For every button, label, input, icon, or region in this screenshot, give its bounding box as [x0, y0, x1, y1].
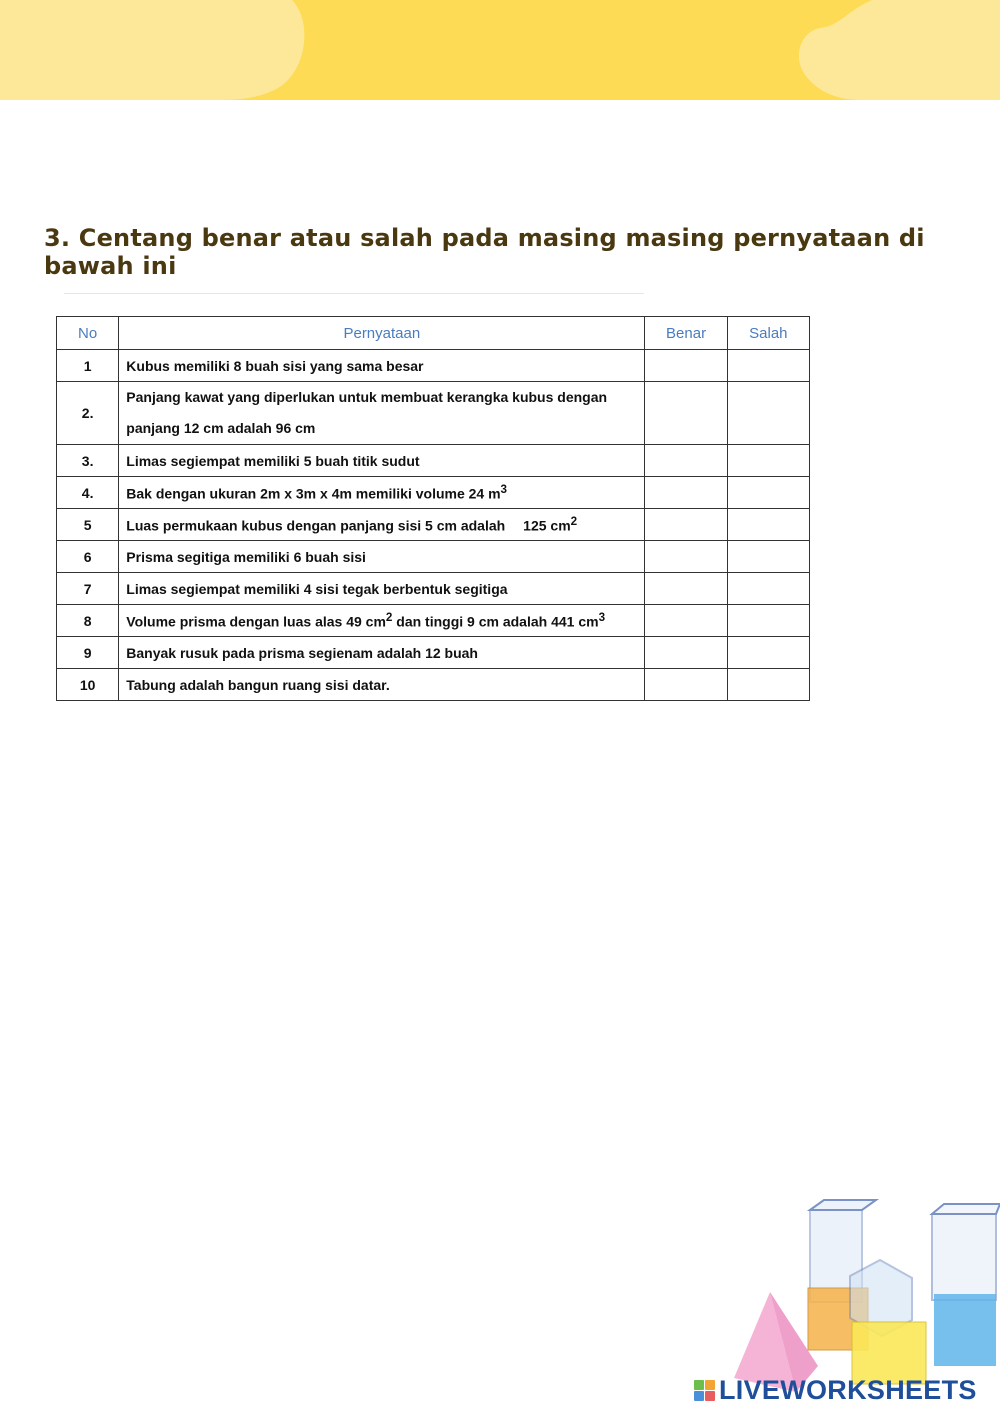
superscript: 3 — [500, 483, 508, 497]
grid-tile-red — [705, 1391, 715, 1401]
table-row — [57, 573, 810, 605]
header-true: Benar — [645, 317, 727, 350]
blue-cube — [934, 1294, 996, 1366]
table-header-row — [57, 317, 810, 350]
table-row — [57, 541, 810, 573]
header-false: Salah — [727, 317, 809, 350]
grid-tile-orange — [705, 1380, 715, 1390]
glass-cube — [932, 1214, 996, 1300]
statement-text: Banyak rusuk pada prisma segienam adalah 12 buah — [119, 637, 645, 669]
row-number: 3. — [57, 445, 119, 477]
true-checkbox-cell[interactable] — [645, 382, 727, 445]
row-number: 8 — [57, 605, 119, 637]
liveworksheets-grid-icon — [694, 1380, 715, 1401]
grid-tile-blue — [694, 1391, 704, 1401]
banner-cloud-left — [0, 0, 304, 100]
statement-part-2: dan tinggi 9 cm adalah 441 cm — [392, 613, 599, 630]
true-checkbox-cell[interactable] — [645, 605, 727, 637]
header-statement: Pernyataan — [119, 317, 645, 350]
logo-text: LIVEWORKSHEETS — [719, 1374, 977, 1405]
top-banner — [0, 0, 1000, 100]
statement-text — [119, 605, 645, 637]
statement-text: Limas segiempat memiliki 4 sisi tegak berbentuk segitiga — [119, 573, 645, 605]
false-checkbox-cell[interactable] — [727, 605, 809, 637]
statement-part-1: Volume prisma dengan luas alas 49 cm — [126, 613, 386, 630]
glass-cube-top — [932, 1204, 1000, 1214]
true-checkbox-cell[interactable] — [645, 669, 727, 701]
statement-body: Bak dengan ukuran 2m x 3m x 4m memiliki volume 24 m — [126, 485, 501, 502]
statement-text: Kubus memiliki 8 buah sisi yang sama besar — [119, 350, 645, 382]
row-number: 7 — [57, 573, 119, 605]
false-checkbox-cell[interactable] — [727, 637, 809, 669]
row-number: 4. — [57, 477, 119, 509]
header-no: No — [57, 317, 119, 350]
superscript: 2 — [385, 611, 393, 625]
table-row — [57, 477, 810, 509]
false-checkbox-cell[interactable] — [727, 669, 809, 701]
statement-text: Limas segiempat memiliki 5 buah titik sudut — [119, 445, 645, 477]
false-checkbox-cell[interactable] — [727, 541, 809, 573]
liveworksheets-logo — [694, 1376, 977, 1404]
row-number: 5 — [57, 509, 119, 541]
statement-body: Luas permukaan kubus dengan panjang sisi 5 cm adalah — [126, 517, 506, 534]
false-checkbox-cell[interactable] — [727, 382, 809, 445]
table-row — [57, 445, 810, 477]
true-checkbox-cell[interactable] — [645, 573, 727, 605]
statement-text — [119, 509, 645, 541]
row-number: 1 — [57, 350, 119, 382]
statement-text — [119, 382, 645, 445]
false-checkbox-cell[interactable] — [727, 445, 809, 477]
superscript: 3 — [598, 611, 606, 625]
true-checkbox-cell[interactable] — [645, 637, 727, 669]
statement-line-2: panjang 12 cm adalah 96 cm — [126, 420, 316, 436]
true-checkbox-cell[interactable] — [645, 477, 727, 509]
row-number: 10 — [57, 669, 119, 701]
statement-value: 125 cm — [523, 517, 571, 534]
superscript: 2 — [570, 515, 578, 529]
statements-table — [56, 316, 810, 701]
statement-text — [119, 477, 645, 509]
statement-text: Tabung adalah bangun ruang sisi datar. — [119, 669, 645, 701]
row-number: 9 — [57, 637, 119, 669]
table-row — [57, 637, 810, 669]
true-checkbox-cell[interactable] — [645, 350, 727, 382]
false-checkbox-cell[interactable] — [727, 573, 809, 605]
row-number: 6 — [57, 541, 119, 573]
table-row — [57, 350, 810, 382]
statement-line-1: Panjang kawat yang diperlukan untuk membuat kerangka kubus dengan — [126, 389, 608, 405]
table-row — [57, 509, 810, 541]
grid-tile-green — [694, 1380, 704, 1390]
divider — [64, 293, 644, 294]
true-checkbox-cell[interactable] — [645, 445, 727, 477]
row-number: 2. — [57, 382, 119, 445]
false-checkbox-cell[interactable] — [727, 350, 809, 382]
table-row — [57, 382, 810, 445]
false-checkbox-cell[interactable] — [727, 477, 809, 509]
statement-text: Prisma segitiga memiliki 6 buah sisi — [119, 541, 645, 573]
true-checkbox-cell[interactable] — [645, 509, 727, 541]
glass-prism-top — [810, 1200, 876, 1210]
false-checkbox-cell[interactable] — [727, 509, 809, 541]
table-row — [57, 669, 810, 701]
question-title: 3. Centang benar atau salah pada masing masing pernyataan di bawah ini — [44, 224, 925, 280]
true-checkbox-cell[interactable] — [645, 541, 727, 573]
table-row — [57, 605, 810, 637]
